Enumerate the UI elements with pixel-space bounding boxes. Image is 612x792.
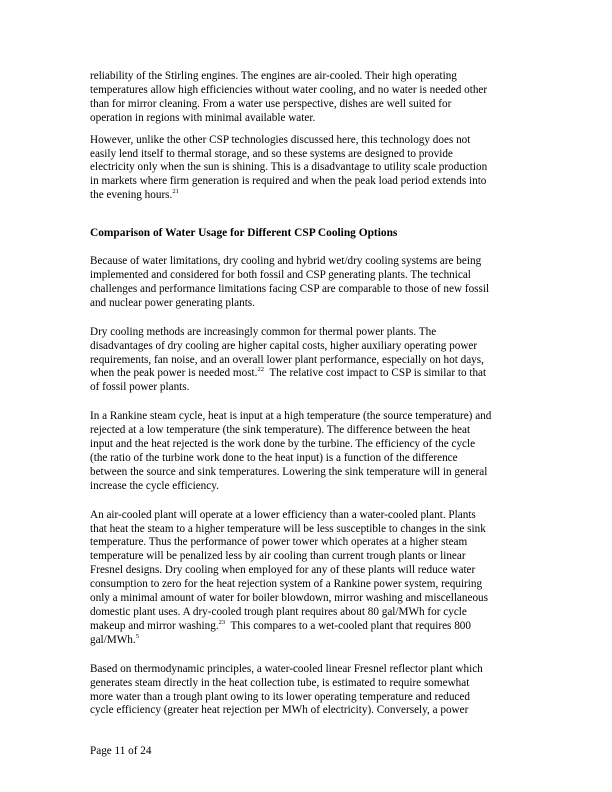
footnote-marker: 22 xyxy=(257,366,264,374)
paragraph-stirling-reliability: reliability of the Stirling engines. The engines are air-cooled. Their high operating temperatures allow high efficiencies without water cooling, and no water is needed other than for mirror cleaning. From a water use perspective, dishes are well suited for operation in regions with minimal available water. xyxy=(90,70,488,124)
paragraph-water-limitations: Because of water limitations, dry cooling and hybrid wet/dry cooling systems are being implemented and considered for both fossil and CSP generating plants. The technical challenges and performance limitations facing CSP are comparable to those of new fossil and nuclear power generating plants. xyxy=(90,255,490,309)
section-heading: Comparison of Water Usage for Different CSP Cooling Options xyxy=(90,227,398,240)
paragraph-air-cooled-plant: An air-cooled plant will operate at a lower efficiency than a water-cooled plant. Plants that heat the steam to a higher temperature will be less susceptible to changes in the sink temperature. Thus the performance of power tower which operates at a higher steam temperature will be penalized less by air cooling than current trough plants or linear Fresnel designs. Dry cooling when employed for any of these plants will reduce water consumption to zero for the heat rejection system of a Rankine power system, requiring only a minimal amount of water for boiler blowdown, mirror washing and miscellaneous domestic plant uses. A dry-cooled trough plant requires about 80 gal/MWh for cycle makeup and mirror washing.$^{23}$ This compares to a wet-cooled plant that requires 800 gal/MWh.$^5$ xyxy=(90,508,488,646)
footnote-marker: 21 xyxy=(172,188,179,196)
paragraph-thermal-storage: However, unlike the other CSP technologies discussed here, this technology does not easily lend itself to thermal storage, and so these systems are designed to provide electricity only when the sun is shining. This is a disadvantage to utility scale production in markets where firm generation is required and when the peak load period extends into the evening hours.$^{21}$ xyxy=(90,133,488,202)
page-number: Page 11 of 24 xyxy=(90,745,152,757)
footnote-marker: 5 xyxy=(135,632,139,640)
paragraph-dry-cooling: Dry cooling methods are increasingly common for thermal power plants. The disadvantages of dry cooling are higher capital costs, higher auxiliary operating power requirements, fan noise, and an overall lower plant performance, especially on hot days, when the peak power is needed most.$^{22}$ The relative cost impact to CSP is similar to that of fossil power plants. xyxy=(90,325,487,394)
paragraph-linear-fresnel: Based on thermodynamic principles, a water-cooled linear Fresnel reflector plant which generates steam directly in the heat collection tube, is estimated to require somewhat more water than a trough plant owing to its lower operating temperature and reduced cycle efficiency (greater heat rejection per MWh of electricity). Conversely, a power xyxy=(90,662,483,717)
footnote-marker: 23 xyxy=(218,618,226,626)
document-body xyxy=(90,70,522,718)
paragraph-rankine-cycle: In a Rankine steam cycle, heat is input at a high temperature (the source temperature) and rejected at a low temperature (the sink temperature). The difference between the heat input and the heat rejected is the work done by the turbine. The efficiency of the cycle (the ratio of the turbine work done to the heat input) is a function of the difference between the source and sink temperatures. Lowering the sink temperature will in general increase the cycle efficiency. xyxy=(90,410,492,492)
